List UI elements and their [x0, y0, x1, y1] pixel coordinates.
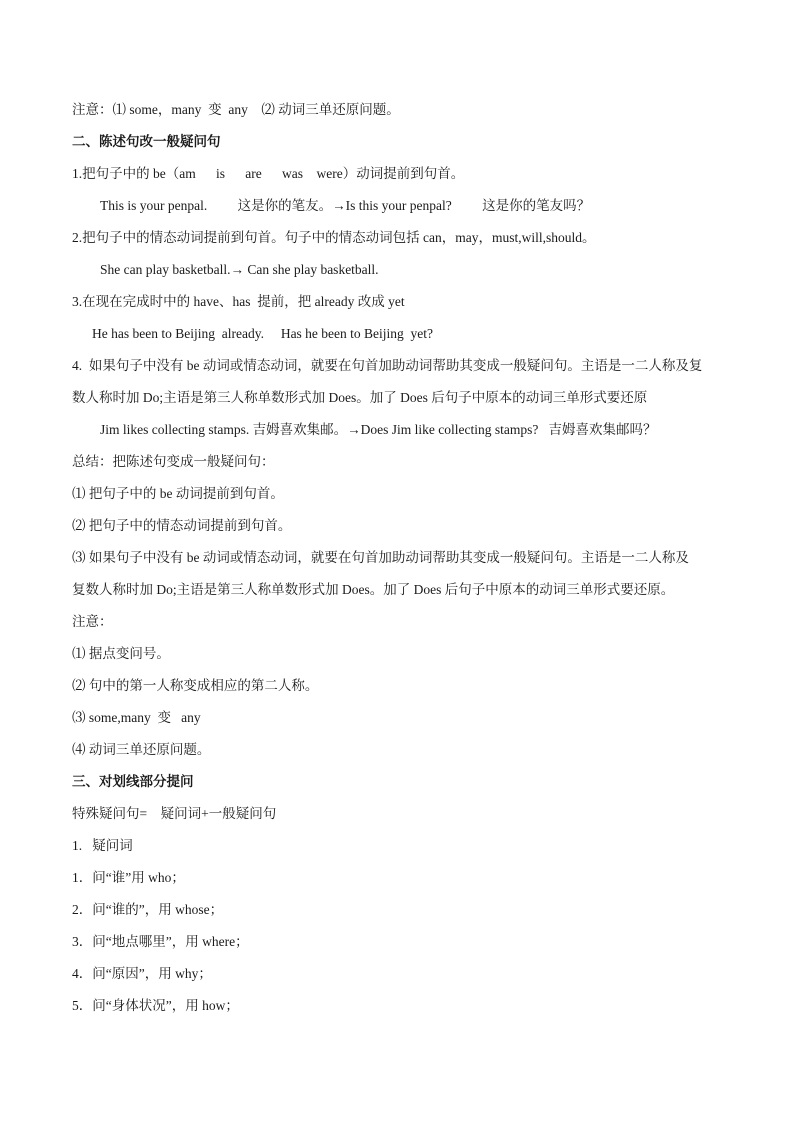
text-line: ⑴ 把句子中的 be 动词提前到句首。 — [72, 486, 284, 501]
text-line: This is your penpal. 这是你的笔友。→Is this your penpal? 这是你的笔友吗？ — [100, 198, 591, 213]
text-line: 注意：⑴ some，many 变 any ⑵ 动词三单还原问题。 — [72, 102, 400, 117]
text-line: 数人称时加 Do;主语是第三人称单数形式加 Does。加了 Does 后句子中原本的动词三单形式要还原 — [72, 390, 648, 405]
text-line: 1.把句子中的 be（am is are was were）动词提前到句首。 — [72, 166, 465, 181]
text-line: ⑶ 如果句子中没有 be 动词或情态动词，就要在句首加助动词帮助其变成一般疑问句。主语是一二人称及 — [72, 550, 689, 565]
text-line: 2.把句子中的情态动词提前到句首。句子中的情态动词包括 can，may，must,will,should。 — [72, 230, 596, 245]
text-line: ⑵ 句中的第一人称变成相应的第二人称。 — [72, 678, 319, 693]
text-line: ⑷ 动词三单还原问题。 — [72, 742, 211, 757]
text-line: 3．问“地点哪里”，用 where； — [72, 934, 249, 949]
text-line: ⑴ 据点变问号。 — [72, 646, 170, 661]
text-line: 复数人称时加 Do;主语是第三人称单数形式加 Does。加了 Does 后句子中原本的动词三单形式要还原。 — [72, 582, 675, 597]
text-line: 4. 如果句子中没有 be 动词或情态动词，就要在句首加助动词帮助其变成一般疑问句。主语是一二人称及复 — [72, 358, 703, 373]
text-line: 总结：把陈述句变成一般疑问句： — [72, 454, 275, 469]
section-heading: 三、对划线部分提问 — [72, 774, 194, 789]
text-line: 1. 疑问词 — [72, 838, 133, 853]
text-line: 特殊疑问句= 疑问词+一般疑问句 — [72, 806, 277, 821]
text-line: 5．问“身体状况”，用 how； — [72, 998, 239, 1013]
text-line: Jim likes collecting stamps. 吉姆喜欢集邮。→Does Jim like collecting stamps? 吉姆喜欢集邮吗？ — [100, 422, 657, 437]
text-line: She can play basketball.→ Can she play basketball. — [100, 262, 379, 277]
text-line: 2．问“谁的”，用 whose； — [72, 902, 224, 917]
text-line: ⑶ some,many 变 any — [72, 710, 201, 725]
text-line: 1．问“谁”用 who； — [72, 870, 185, 885]
text-line: He has been to Beijing already. Has he been to Beijing yet? — [92, 326, 434, 341]
section-heading: 二、陈述句改一般疑问句 — [72, 134, 221, 149]
text-line: 4．问“原因”，用 why； — [72, 966, 212, 981]
text-line: 3.在现在完成时中的 have、has 提前，把 already 改成 yet — [72, 294, 405, 309]
text-line: 注意： — [72, 614, 113, 629]
text-line: ⑵ 把句子中的情态动词提前到句首。 — [72, 518, 292, 533]
